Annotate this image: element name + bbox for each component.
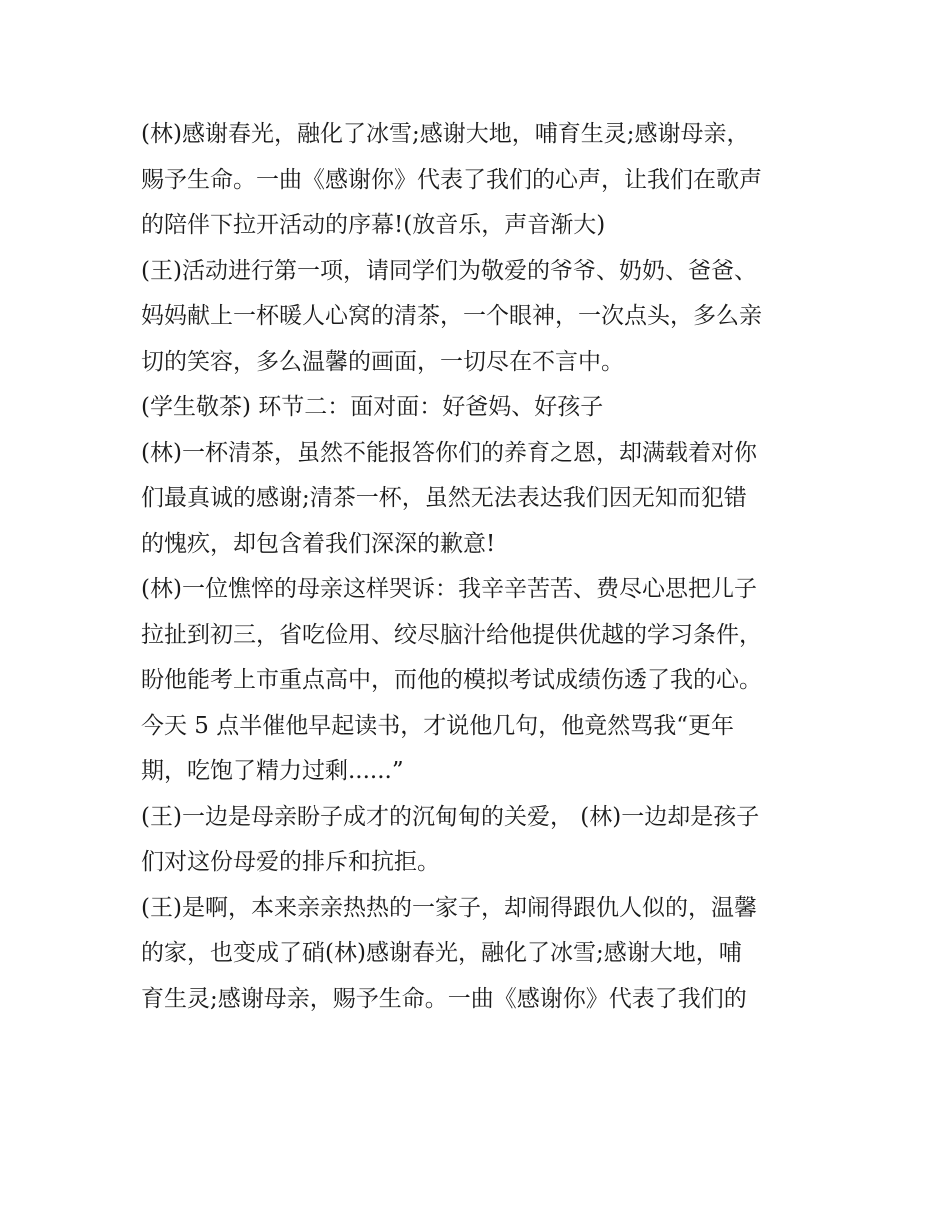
text-line: (学生敬茶) 环节二：面对面：好爸妈、好孩子 — [141, 394, 604, 420]
text-line: (王)一边是母亲盼子成才的沉甸甸的关爱， (林)一边却是孩子 — [141, 803, 760, 830]
text-line: (林)感谢春光，融化了冰雪;感谢大地，哺育生灵;感谢母亲， — [141, 121, 750, 147]
text-line: 的家，也变成了硝(林)感谢春光，融化了冰雪;感谢大地，哺 — [141, 940, 742, 966]
text-line: 拉扯到初三，省吃俭用、绞尽脑汁给他提供优越的学习条件， — [141, 621, 762, 648]
text-line: (王)是啊，本来亲亲热热的一家子，却闹得跟仇人似的，温馨 — [141, 894, 757, 921]
document-body — [141, 112, 821, 1022]
text-line: 赐予生命。一曲《感谢你》代表了我们的心声，让我们在歌声 — [141, 166, 762, 193]
text-line: 切的笑容，多么温馨的画面，一切尽在不言中。 — [141, 348, 624, 375]
text-line: 育生灵;感谢母亲，赐予生命。一曲《感谢你》代表了我们的 — [141, 985, 747, 1012]
text-line: 的陪伴下拉开活动的序幕!(放音乐，声音渐大) — [141, 212, 606, 238]
text-line: (王)活动进行第一项，请同学们为敬爱的爷爷、奶奶、爸爸、 — [141, 257, 757, 284]
text-line: (林)一杯清茶，虽然不能报答你们的养育之恩，却满载着对你 — [141, 439, 757, 466]
text-line: 的愧疚，却包含着我们深深的歉意! — [141, 530, 496, 557]
text-line: 妈妈献上一杯暖人心窝的清茶，一个眼神，一次点头，多么亲 — [141, 303, 762, 329]
text-line: 期，吃饱了精力过剩......” — [141, 758, 404, 784]
text-line: 们最真诚的感谢;清茶一杯，虽然无法表达我们因无知而犯错 — [141, 485, 747, 511]
text-line: 们对这份母爱的排斥和抗拒。 — [141, 849, 440, 875]
text-line: 今天 5 点半催他早起读书，才说他几句，他竟然骂我“更年 — [141, 712, 735, 739]
text-line: 盼他能考上市重点高中，而他的模拟考试成绩伤透了我的心。 — [141, 667, 762, 693]
text-line: (林)一位憔悴的母亲这样哭诉：我辛辛苦苦、费尽心思把儿子 — [141, 576, 757, 602]
